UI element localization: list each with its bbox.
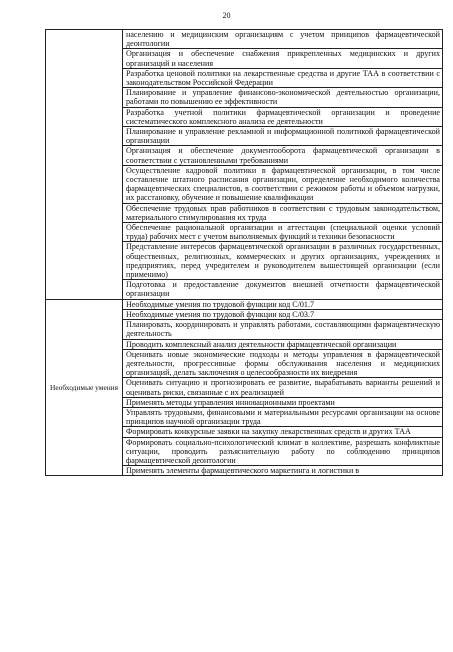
- table-cell: Необходимые умения по трудовой функции код C/01.7: [123, 299, 443, 309]
- table-cell: Организация и обеспечение документооборота фармацевтической организации в соответствии с установленными требованиями: [123, 146, 443, 165]
- table-cell: Применять методы управления инновационными проектами: [123, 397, 443, 407]
- table-cell: Представление интересов фармацевтической организации в различных государственных, общественных, религиозных, коммерческих и других организациях, учреждениях и предприятиях, перед учредителем и руководителем вышестоящей организации (если применимо): [123, 242, 443, 280]
- table-cell: Организация и обеспечение снабжения прикрепленных медицинских и других организаций и населения: [123, 49, 443, 68]
- table-cell: Планирование и управление финансово-экономической деятельностью организации, работами по повышению ее эффективности: [123, 88, 443, 107]
- table-cell: Обеспечение трудовых прав работников в соответствии с трудовым законодательством, материального стимулирования их труда: [123, 203, 443, 222]
- table-cell: Оценивать ситуацию и прогнозировать ее развитие, вырабатывать варианты решений и оценивать риски, связанные с их реализацией: [123, 378, 443, 397]
- table-cell: Оценивать новые экономические подходы и методы управления в фармацевтической деятельности, прогрессивные формы обслуживания населения и медицинских организаций, делать заключения о целесообразности их внедрения: [123, 349, 443, 378]
- table-cell: Необходимые умения по трудовой функции код C/03.7: [123, 309, 443, 319]
- table-body: [46, 30, 443, 476]
- table-cell: Обеспечение рациональной организации и аттестации (специальной оценки условий труда) рабочих мест с учетом выполняемых функций и техники безопасности: [123, 223, 443, 242]
- table-row: [46, 30, 443, 49]
- table-cell: Разработка учетной политики фармацевтической организации и проведение систематического комплексного анализа ее деятельности: [123, 107, 443, 126]
- table-cell: Формировать социально-психологический климат в коллективе, разрешать конфликтные ситуации, проводить разъяснительную работу по соблюдению принципов фармацевтической деонтологии: [123, 437, 443, 466]
- table-cell: Управлять трудовыми, финансовыми и материальными ресурсами организации на основе принципов научной организации труда: [123, 407, 443, 426]
- row-label-required-skills: Необходимые умения: [46, 299, 123, 476]
- table-cell: Разработка ценовой политики на лекарственные средства и другие ТАА в соответствии с законодательством Российской Федерации: [123, 68, 443, 87]
- table-cell: Формировать конкурсные заявки на закупку лекарственных средств и других ТАА: [123, 427, 443, 437]
- table-cell: Подготовка и предоставление документов внешней отчетности фармацевтической организации: [123, 280, 443, 299]
- row-label-labor-actions: [46, 30, 123, 300]
- labor-functions-table: [45, 29, 443, 476]
- table-cell: Применять элементы фармацевтического маркетинга и логистики в: [123, 466, 443, 476]
- table-cell: Планирование и управление рекламной и информационной политикой фармацевтической организации: [123, 127, 443, 146]
- page-number: 20: [222, 11, 231, 20]
- table-row: [46, 299, 443, 309]
- table-cell: Планировать, координировать и управлять работами, составляющими фармацевтическую деятельность: [123, 320, 443, 339]
- table-cell: Осуществление кадровой политики в фармацевтической организации, в том числе составление штатного расписания организации, определение необходимого количества фармацевтических специалистов, в соответствии с режимом работы и объемом нагрузки, их расстановку, обучение и повышение квалификации: [123, 165, 443, 203]
- table-cell: Проводить комплексный анализ деятельности фармацевтической организации: [123, 339, 443, 349]
- table-cell: населению и медицинским организациям с учетом принципов фармацевтической деонтологии: [123, 30, 443, 49]
